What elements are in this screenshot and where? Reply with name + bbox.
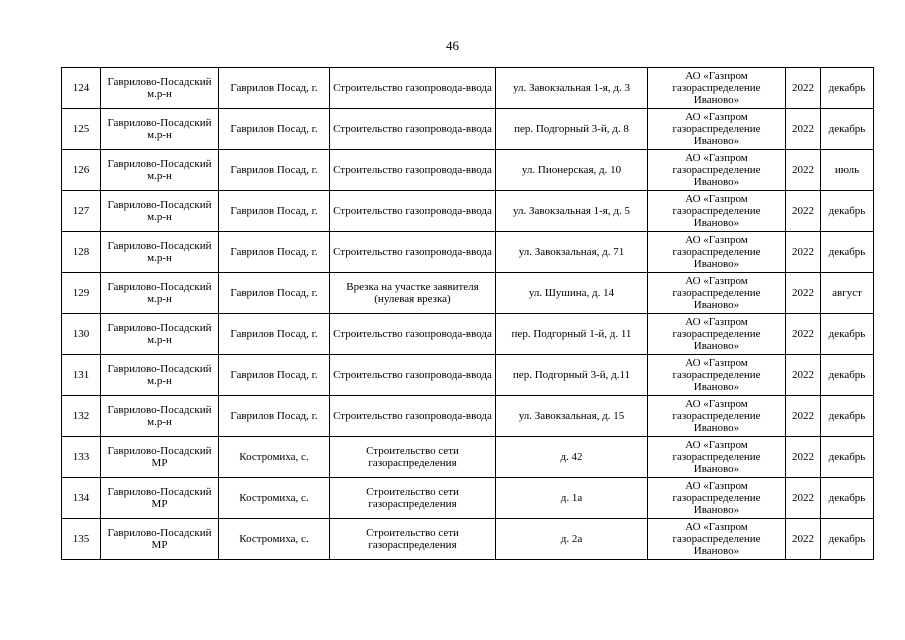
row-number-cell: 135 [62,519,101,560]
district-cell: Гаврилово-Посадский м.р-н [101,273,219,314]
table-body [62,68,874,560]
table-row [62,355,874,396]
month-cell: декабрь [821,68,874,109]
work-type-cell: Врезка на участке заявителя (нулевая врезка) [330,273,496,314]
address-cell: д. 2а [496,519,648,560]
contractor-cell: АО «Газпром газораспределение Иваново» [648,396,786,437]
month-cell: декабрь [821,191,874,232]
month-cell: декабрь [821,314,874,355]
district-cell: Гаврилово-Посадский м.р-н [101,191,219,232]
month-cell: декабрь [821,232,874,273]
contractor-cell: АО «Газпром газораспределение Иваново» [648,150,786,191]
work-type-cell: Строительство газопровода-ввода [330,355,496,396]
year-cell: 2022 [786,191,821,232]
work-type-cell: Строительство газопровода-ввода [330,150,496,191]
year-cell: 2022 [786,150,821,191]
district-cell: Гаврилово-Посадский м.р-н [101,355,219,396]
row-number-cell: 131 [62,355,101,396]
table-row [62,150,874,191]
address-cell: ул. Пионерская, д. 10 [496,150,648,191]
work-type-cell: Строительство газопровода-ввода [330,191,496,232]
settlement-cell: Костромиха, с. [219,478,330,519]
settlement-cell: Гаврилов Посад, г. [219,109,330,150]
row-number-cell: 126 [62,150,101,191]
contractor-cell: АО «Газпром газораспределение Иваново» [648,519,786,560]
address-cell: д. 42 [496,437,648,478]
work-type-cell: Строительство сети газораспределения [330,478,496,519]
contractor-cell: АО «Газпром газораспределение Иваново» [648,437,786,478]
settlement-cell: Костромиха, с. [219,519,330,560]
settlement-cell: Гаврилов Посад, г. [219,191,330,232]
page-number: 46 [446,38,459,53]
row-number-cell: 130 [62,314,101,355]
work-type-cell: Строительство сети газораспределения [330,519,496,560]
settlement-cell: Гаврилов Посад, г. [219,355,330,396]
work-type-cell: Строительство газопровода-ввода [330,314,496,355]
year-cell: 2022 [786,396,821,437]
row-number-cell: 134 [62,478,101,519]
year-cell: 2022 [786,68,821,109]
settlement-cell: Гаврилов Посад, г. [219,396,330,437]
address-cell: д. 1а [496,478,648,519]
table-row [62,232,874,273]
district-cell: Гаврилово-Посадский м.р-н [101,396,219,437]
row-number-cell: 128 [62,232,101,273]
table-row [62,478,874,519]
address-cell: ул. Завокзальная 1-я, д. 5 [496,191,648,232]
contractor-cell: АО «Газпром газораспределение Иваново» [648,314,786,355]
district-cell: Гаврилово-Посадский МР [101,519,219,560]
row-number-cell: 129 [62,273,101,314]
work-type-cell: Строительство газопровода-ввода [330,68,496,109]
year-cell: 2022 [786,437,821,478]
year-cell: 2022 [786,314,821,355]
address-cell: ул. Завокзальная, д. 15 [496,396,648,437]
district-cell: Гаврилово-Посадский м.р-н [101,68,219,109]
month-cell: декабрь [821,437,874,478]
district-cell: Гаврилово-Посадский МР [101,478,219,519]
district-cell: Гаврилово-Посадский м.р-н [101,314,219,355]
table-row [62,519,874,560]
address-cell: ул. Шушина, д. 14 [496,273,648,314]
settlement-cell: Гаврилов Посад, г. [219,314,330,355]
district-cell: Гаврилово-Посадский м.р-н [101,232,219,273]
settlement-cell: Гаврилов Посад, г. [219,273,330,314]
table-row [62,191,874,232]
settlement-cell: Гаврилов Посад, г. [219,150,330,191]
table-row [62,273,874,314]
table-row [62,314,874,355]
district-cell: Гаврилово-Посадский м.р-н [101,109,219,150]
year-cell: 2022 [786,232,821,273]
settlement-cell: Гаврилов Посад, г. [219,68,330,109]
table-row [62,437,874,478]
table-row [62,396,874,437]
address-cell: пер. Подгорный 3-й, д.11 [496,355,648,396]
row-number-cell: 125 [62,109,101,150]
year-cell: 2022 [786,519,821,560]
contractor-cell: АО «Газпром газораспределение Иваново» [648,478,786,519]
month-cell: декабрь [821,478,874,519]
month-cell: декабрь [821,109,874,150]
contractor-cell: АО «Газпром газораспределение Иваново» [648,191,786,232]
year-cell: 2022 [786,273,821,314]
work-type-cell: Строительство газопровода-ввода [330,232,496,273]
work-type-cell: Строительство газопровода-ввода [330,109,496,150]
year-cell: 2022 [786,478,821,519]
address-cell: пер. Подгорный 3-й, д. 8 [496,109,648,150]
year-cell: 2022 [786,355,821,396]
month-cell: декабрь [821,396,874,437]
row-number-cell: 133 [62,437,101,478]
table-row [62,68,874,109]
row-number-cell: 132 [62,396,101,437]
contractor-cell: АО «Газпром газораспределение Иваново» [648,273,786,314]
settlement-cell: Костромиха, с. [219,437,330,478]
address-cell: ул. Завокзальная 1-я, д. 3 [496,68,648,109]
address-cell: пер. Подгорный 1-й, д. 11 [496,314,648,355]
district-cell: Гаврилово-Посадский МР [101,437,219,478]
work-type-cell: Строительство сети газораспределения [330,437,496,478]
address-cell: ул. Завокзальная, д. 71 [496,232,648,273]
contractor-cell: АО «Газпром газораспределение Иваново» [648,232,786,273]
month-cell: август [821,273,874,314]
month-cell: декабрь [821,519,874,560]
table-row [62,109,874,150]
district-cell: Гаврилово-Посадский м.р-н [101,150,219,191]
row-number-cell: 124 [62,68,101,109]
contractor-cell: АО «Газпром газораспределение Иваново» [648,355,786,396]
work-type-cell: Строительство газопровода-ввода [330,396,496,437]
settlement-cell: Гаврилов Посад, г. [219,232,330,273]
row-number-cell: 127 [62,191,101,232]
gas-works-table [61,67,874,560]
month-cell: июль [821,150,874,191]
year-cell: 2022 [786,109,821,150]
contractor-cell: АО «Газпром газораспределение Иваново» [648,68,786,109]
month-cell: декабрь [821,355,874,396]
contractor-cell: АО «Газпром газораспределение Иваново» [648,109,786,150]
